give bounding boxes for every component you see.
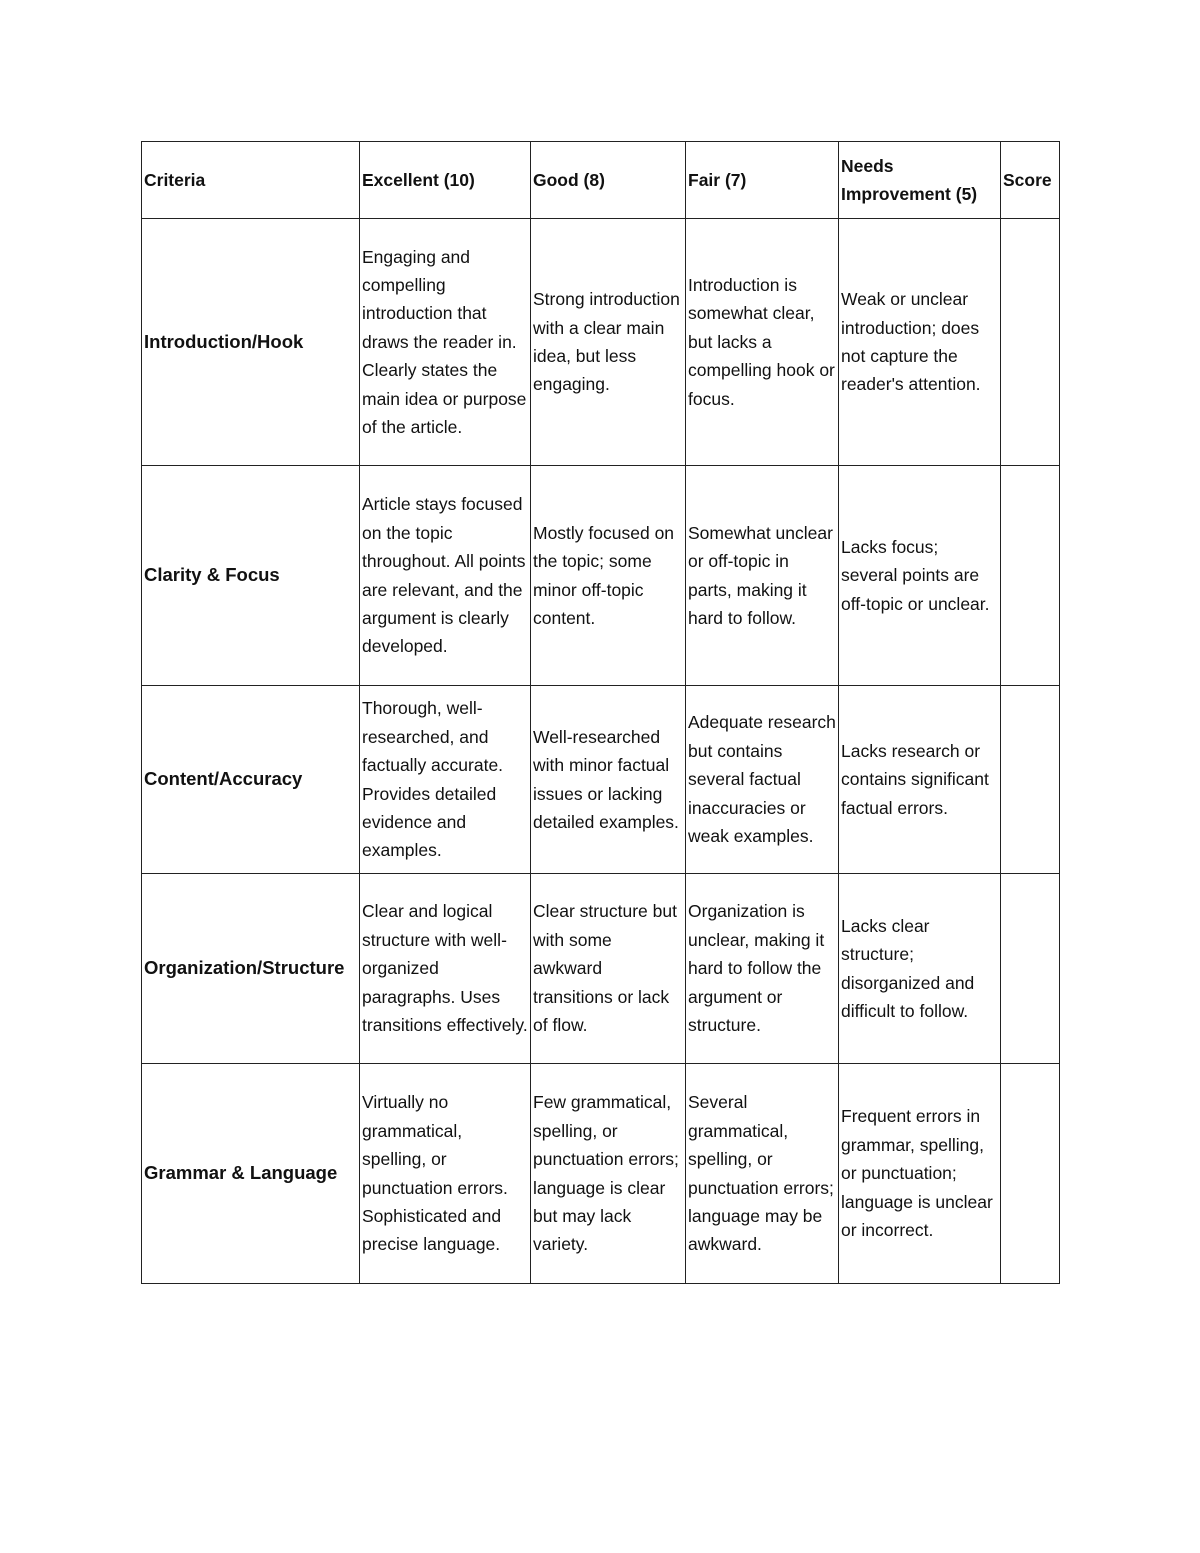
header-score: Score <box>1001 142 1060 219</box>
fair-cell: Introduction is somewhat clear, but lacks a compelling hook or focus. <box>686 219 839 466</box>
criteria-cell: Introduction/Hook <box>142 219 360 466</box>
needs-improvement-cell: Lacks focus; several points are off-topic or unclear. <box>839 466 1001 686</box>
needs-improvement-cell: Lacks research or contains significant factual errors. <box>839 686 1001 874</box>
criteria-cell: Grammar & Language <box>142 1064 360 1284</box>
table-row <box>142 1064 1060 1284</box>
table-row <box>142 219 1060 466</box>
score-cell[interactable] <box>1001 466 1060 686</box>
score-cell[interactable] <box>1001 1064 1060 1284</box>
excellent-cell: Virtually no grammatical, spelling, or punctuation errors. Sophisticated and precise language. <box>360 1064 531 1284</box>
good-cell: Few grammatical, spelling, or punctuation errors; language is clear but may lack variety. <box>531 1064 686 1284</box>
good-cell: Well-researched with minor factual issues or lacking detailed examples. <box>531 686 686 874</box>
fair-cell: Organization is unclear, making it hard to follow the argument or structure. <box>686 874 839 1064</box>
score-cell[interactable] <box>1001 219 1060 466</box>
score-cell[interactable] <box>1001 686 1060 874</box>
good-cell: Clear structure but with some awkward transitions or lack of flow. <box>531 874 686 1064</box>
table-row <box>142 686 1060 874</box>
needs-improvement-cell: Weak or unclear introduction; does not capture the reader's attention. <box>839 219 1001 466</box>
rubric-table <box>141 141 1060 1284</box>
fair-cell: Adequate research but contains several factual inaccuracies or weak examples. <box>686 686 839 874</box>
excellent-cell: Clear and logical structure with well-organized paragraphs. Uses transitions effectively. <box>360 874 531 1064</box>
good-cell: Strong introduction with a clear main idea, but less engaging. <box>531 219 686 466</box>
excellent-cell: Thorough, well-researched, and factually accurate. Provides detailed evidence and examples. <box>360 686 531 874</box>
header-needs-improvement: Needs Improvement (5) <box>839 142 1001 219</box>
fair-cell: Somewhat unclear or off-topic in parts, making it hard to follow. <box>686 466 839 686</box>
header-criteria: Criteria <box>142 142 360 219</box>
header-fair: Fair (7) <box>686 142 839 219</box>
table-row <box>142 466 1060 686</box>
criteria-cell: Content/Accuracy <box>142 686 360 874</box>
criteria-cell: Organization/Structure <box>142 874 360 1064</box>
header-row <box>142 142 1060 219</box>
table-row <box>142 874 1060 1064</box>
fair-cell: Several grammatical, spelling, or punctuation errors; language may be awkward. <box>686 1064 839 1284</box>
needs-improvement-cell: Lacks clear structure; disorganized and difficult to follow. <box>839 874 1001 1064</box>
criteria-cell: Clarity & Focus <box>142 466 360 686</box>
header-excellent: Excellent (10) <box>360 142 531 219</box>
header-good: Good (8) <box>531 142 686 219</box>
needs-improvement-cell: Frequent errors in grammar, spelling, or punctuation; language is unclear or incorrect. <box>839 1064 1001 1284</box>
excellent-cell: Engaging and compelling introduction that draws the reader in. Clearly states the main idea or purpose of the article. <box>360 219 531 466</box>
score-cell[interactable] <box>1001 874 1060 1064</box>
good-cell: Mostly focused on the topic; some minor off-topic content. <box>531 466 686 686</box>
excellent-cell: Article stays focused on the topic throughout. All points are relevant, and the argument is clearly developed. <box>360 466 531 686</box>
